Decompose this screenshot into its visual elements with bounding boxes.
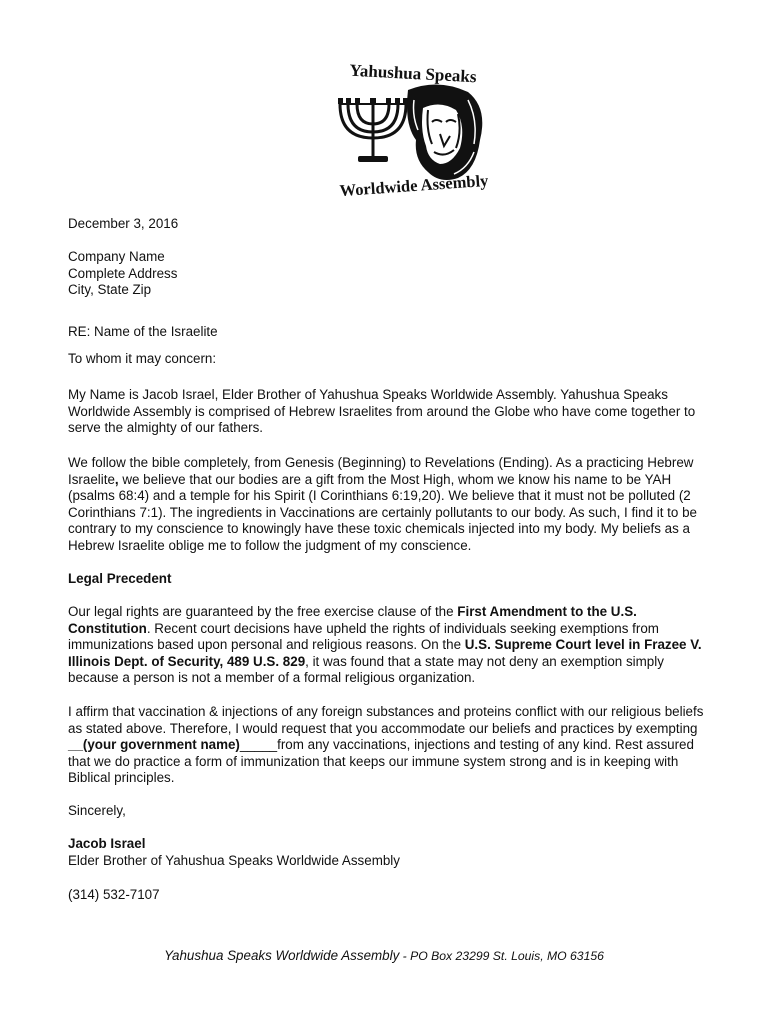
- letter-date: December 3, 2016: [68, 216, 179, 231]
- address-line: City, State Zip: [68, 282, 152, 298]
- signer-title: Elder Brother of Yahushua Speaks Worldwide Assembly: [68, 852, 400, 868]
- request-paragraph: [68, 704, 708, 787]
- text-run: we believe that our bodies are a gift from the Most High, whom we know his name to be YAH (psalms 68:4) and a temple for his Spirit (I Corinthians 6:19,20). We believe that it must not be polluted (2 Corinthians 7:1). The ingredients in Vaccinations are certainly pollutants to our body. As such, I find it to be contrary to my conscience to knowingly have these toxic chemicals injected into my body. My beliefs as a Hebrew Israelite oblige me to follow the judgment of my conscience.: [68, 471, 697, 553]
- footer: [0, 948, 768, 963]
- address-line: Complete Address: [68, 265, 178, 281]
- text-run: _____from any vaccinations, injections and testing of any kind. Rest assured that we do practice a form of immunization that keeps our immune system strong and is in keeping with Biblical principles.: [68, 737, 694, 786]
- footer-address: PO Box 23299 St. Louis, MO 63156: [410, 949, 604, 963]
- footer-separator: -: [399, 949, 411, 963]
- bold-run: First Amendment to the U.S. Constitution: [68, 604, 637, 636]
- footer-org: Yahushua Speaks Worldwide Assembly: [164, 948, 400, 963]
- text-run: I affirm that vaccination & injections of any foreign substances and proteins conflict with our religious beliefs as stated above. Therefore, I would request that you accommodate our beliefs and practices by exempting: [68, 704, 704, 736]
- text-run: We follow the bible completely, from Genesis (Beginning) to Revelations (Ending). As a practicing Hebrew Israelite: [68, 455, 694, 487]
- organization-logo: [328, 60, 500, 208]
- logo-top-text: Yahushua Speaks: [349, 60, 477, 87]
- salutation: To whom it may concern:: [68, 351, 217, 366]
- phone-number: (314) 532-7107: [68, 887, 160, 902]
- beliefs-paragraph: [68, 455, 708, 555]
- recipient-address: [68, 249, 708, 299]
- subject-line: RE: Name of the Israelite: [68, 324, 218, 339]
- intro-paragraph: My Name is Jacob Israel, Elder Brother of Yahushua Speaks Worldwide Assembly. Yahushua Speaks Worldwide Assembly is comprised of Hebrew Israelites from around the Globe who have come together to serve the almighty of our fathers.: [68, 387, 696, 436]
- address-line: Company Name: [68, 249, 165, 264]
- signer-name: Jacob Israel: [68, 836, 146, 851]
- legal-paragraph: [68, 604, 708, 687]
- text-run: Our legal rights are guaranteed by the free exercise clause of the: [68, 604, 458, 619]
- bold-run: __(your government name): [68, 737, 240, 753]
- closing: Sincerely,: [68, 803, 126, 818]
- text-run: ,: [114, 471, 119, 487]
- logo-bottom-text: Worldwide Assembly: [338, 170, 489, 201]
- legal-heading: Legal Precedent: [68, 571, 172, 586]
- text-run: , it was found that a state may not deny an exemption simply because a person is not a member of a formal religious organization.: [68, 653, 664, 686]
- bold-run: U.S. Supreme Court level in Frazee V. Illinois Dept. of Security, 489 U.S. 829: [68, 637, 702, 669]
- signature-block: [68, 836, 708, 869]
- text-run: . Recent court decisions have upheld the rights of individuals seeking exemptions from immunizations based upon personal and religious reasons. On the: [68, 620, 659, 653]
